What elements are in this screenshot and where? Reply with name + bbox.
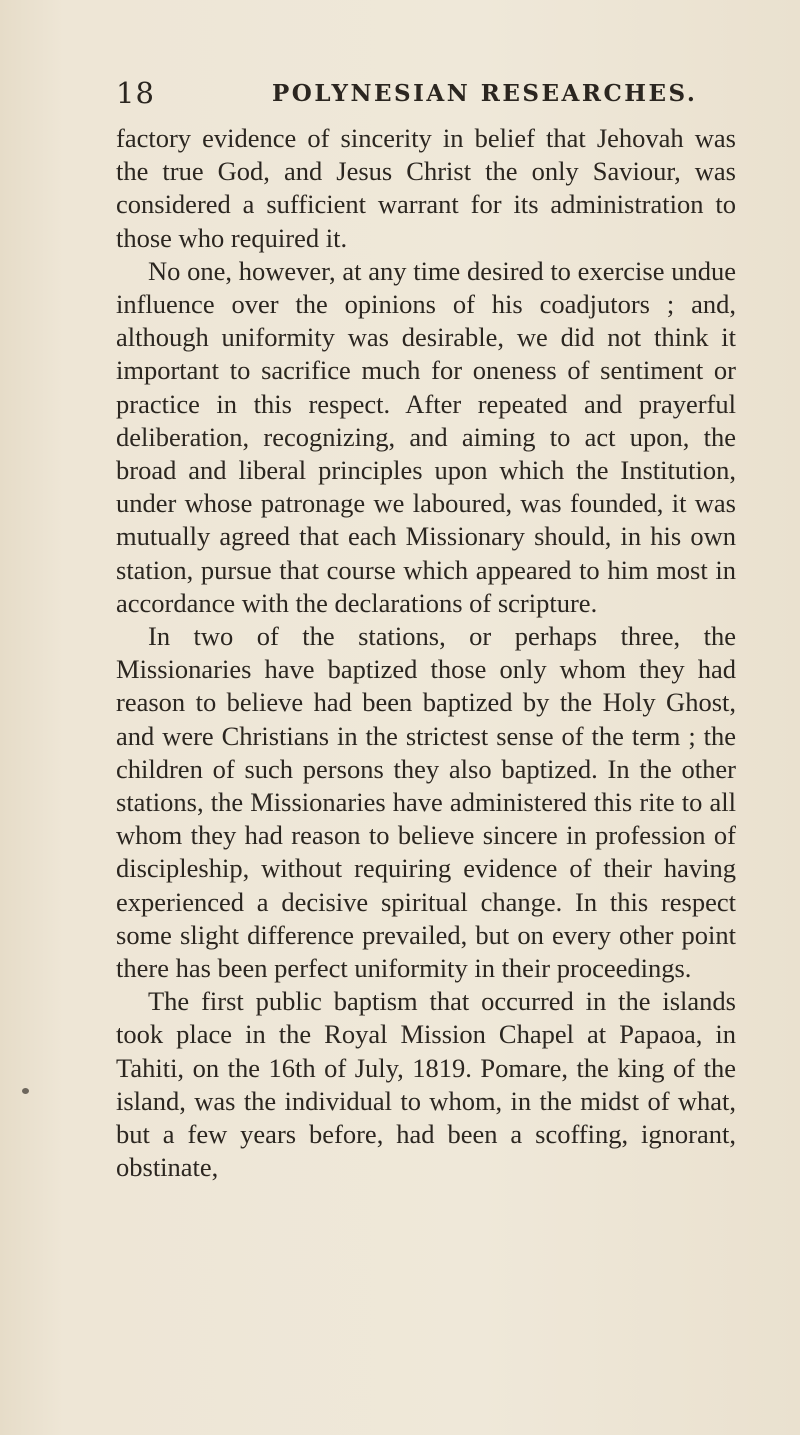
page-header xyxy=(116,76,736,116)
paragraph: No one, however, at any time desired to exercise undue influence over the opinions of his coadjutors ; and, although uniformity was desirable, we did not think it important to sacrifice much for oneness of sentiment or practice in this respect. After repeated and prayerful deliberation, recognizing, and aiming to act upon, the broad and liberal principles upon which the Institution, under whose patronage we laboured, was founded, it was mutually agreed that each Missionary should, in his own station, pursue that course which appeared to him most in accordance with the declarations of scripture. xyxy=(116,255,736,618)
paragraph: In two of the stations, or perhaps three, the Missionaries have baptized those only whom they had reason to believe had been baptized by the Holy Ghost, and were Christians in the strictest sense of the term ; the children of such persons they also baptized. In the other stations, the Missionaries have administered this rite to all whom they had reason to believe sincere in profession of discipleship, without requiring evidence of their having experienced a decisive spiritual change. In this respect some slight difference prevailed, but on every other point there has been perfect uniformity in their proceedings. xyxy=(116,621,736,984)
paragraph: The first public baptism that occurred in the islands took place in the Royal Mission Chapel at Papaoa, in Tahiti, on the 16th of July, 1819. Pomare, the king of the island, was the individual to whom, in the midst of what, but a few years before, had been a scoffing, ignorant, obstinate, xyxy=(116,986,736,1183)
page-number: 18 xyxy=(116,76,155,110)
running-head: POLYNESIAN RESEARCHES. xyxy=(272,80,698,107)
body-text xyxy=(116,122,736,1185)
paper-blemish xyxy=(22,1088,29,1094)
paragraph-continued: factory evidence of sincerity in belief that Jehovah was the true God, and Jesus Christ the only Saviour, was considered a sufficient warrant for its administration to those who required it. xyxy=(116,123,736,253)
